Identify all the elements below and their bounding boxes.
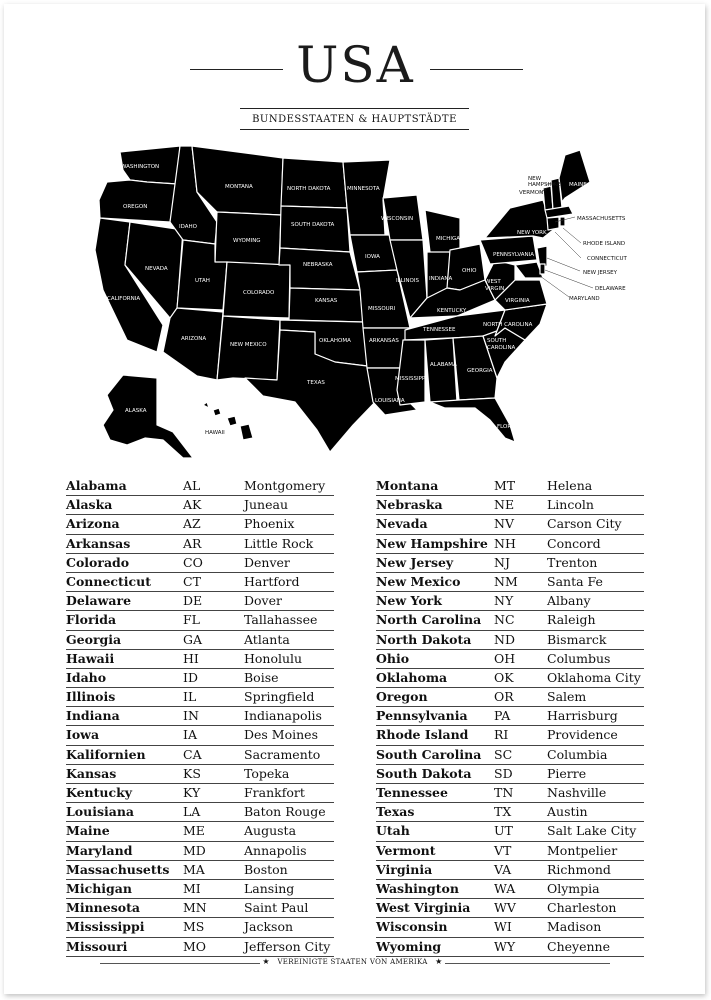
- state-capital: Atlanta: [244, 631, 290, 647]
- table-row: [376, 573, 644, 592]
- state-name: New Jersey: [376, 554, 454, 570]
- table-row: [66, 803, 334, 822]
- state-abbreviation: MO: [183, 938, 207, 954]
- footer-rule-right: [445, 963, 610, 964]
- state-abbreviation: WA: [494, 880, 516, 896]
- state-capital: Helena: [547, 478, 593, 493]
- state-delaware: [540, 264, 545, 274]
- table-row: [376, 554, 644, 573]
- state-capital: Little Rock: [244, 535, 314, 551]
- table-row: [376, 515, 644, 534]
- state-capital: Harrisburg: [547, 708, 618, 724]
- state-capital: Topeka: [244, 765, 290, 781]
- state-capital: Montgomery: [244, 478, 326, 493]
- state-abbreviation: OK: [494, 669, 514, 685]
- table-row: [66, 765, 334, 784]
- state-pennsylvania: [480, 236, 537, 264]
- map-label-arkansas: ARKANSAS: [369, 338, 399, 344]
- state-alabama: [425, 338, 457, 402]
- state-name: Missouri: [66, 938, 128, 954]
- state-name: Alabama: [66, 478, 127, 493]
- state-capital: Olympia: [547, 880, 600, 896]
- state-name: Delaware: [66, 593, 132, 609]
- state-capital: Oklahoma City: [547, 669, 641, 685]
- state-abbreviation: IA: [183, 727, 197, 743]
- state-abbreviation: WI: [494, 919, 512, 935]
- table-row: [66, 899, 334, 918]
- state-capital: Boston: [244, 861, 288, 877]
- usa-map: [85, 140, 645, 470]
- map-label-wyoming: WYOMING: [233, 238, 261, 244]
- table-row: [376, 611, 644, 630]
- state-name: New Mexico: [376, 573, 461, 589]
- map-label-south-carolina-2: CAROLINA: [487, 345, 516, 351]
- state-capital: Salem: [547, 689, 587, 705]
- state-capital: Lincoln: [547, 497, 594, 513]
- table-row: [376, 496, 644, 515]
- state-name: Kalifornien: [66, 746, 146, 762]
- state-abbreviation: NM: [494, 573, 518, 589]
- state-name: Colorado: [66, 554, 130, 570]
- table-row: [66, 688, 334, 707]
- map-label-idaho: IDAHO: [179, 224, 197, 230]
- state-capital: Augusta: [244, 823, 297, 839]
- star-icon: ★: [262, 957, 270, 966]
- map-label-arizona: ARIZONA: [181, 336, 207, 342]
- state-abbreviation: MN: [183, 900, 207, 916]
- state-name: Illinois: [66, 689, 116, 705]
- state-name: Rhode Island: [376, 727, 469, 743]
- footer-text-block: [260, 957, 445, 966]
- map-label-michigan: MICHIGAN: [436, 236, 465, 242]
- footer-rule-left: [100, 963, 260, 964]
- usa-map-svg: [85, 140, 645, 470]
- state-capital: Columbia: [547, 746, 608, 762]
- table-row: [66, 669, 334, 688]
- map-label-connecticut: CONNECTICUT: [587, 256, 627, 262]
- state-abbreviation: SC: [494, 746, 513, 762]
- states-table-right: [376, 477, 644, 957]
- map-label-montana: MONTANA: [225, 184, 253, 190]
- map-label-massachusetts: MASSACHUSETTS: [577, 216, 626, 222]
- table-row: [376, 861, 644, 880]
- state-name: Washington: [376, 880, 459, 896]
- map-label-mississippi: MISSISSIPPI: [395, 376, 427, 382]
- state-capital: Charleston: [547, 900, 617, 916]
- map-label-south-carolina: SOUTH: [487, 338, 507, 344]
- state-name: Oregon: [376, 689, 428, 705]
- state-name: North Dakota: [376, 631, 472, 647]
- map-label-utah: UTAH: [195, 278, 210, 284]
- map-label-kentucky: KENTUCKY: [437, 308, 467, 314]
- footer-text: VEREINIGTE STAATEN VON AMERIKA: [277, 958, 428, 966]
- state-abbreviation: IL: [183, 689, 197, 705]
- state-abbreviation: MS: [183, 919, 205, 935]
- state-capital: Madison: [547, 919, 602, 935]
- state-abbreviation: LA: [183, 804, 201, 820]
- state-capital: Providence: [547, 727, 618, 743]
- state-abbreviation: ID: [183, 669, 198, 685]
- state-arizona: [163, 308, 223, 380]
- state-capital: Juneau: [244, 497, 289, 513]
- star-icon: ★: [435, 957, 443, 966]
- map-label-ohio: OHIO: [462, 268, 477, 274]
- state-name: Connecticut: [66, 573, 152, 589]
- table-row: [66, 611, 334, 630]
- state-capital: Columbus: [547, 650, 611, 666]
- table-row: [66, 938, 334, 957]
- state-north-dakota: [281, 158, 347, 208]
- state-name: Arizona: [66, 516, 120, 532]
- state-abbreviation: PA: [494, 708, 511, 724]
- map-label-new-mexico: NEW MEXICO: [230, 342, 267, 348]
- state-capital: Hartford: [244, 573, 300, 589]
- table-row: [376, 631, 644, 650]
- state-name: North Carolina: [376, 612, 482, 628]
- map-label-west-virginia: WEST: [485, 279, 501, 285]
- state-name: Minnesota: [66, 900, 140, 916]
- page-title: USA: [296, 36, 415, 94]
- state-abbreviation: NY: [494, 593, 514, 609]
- table-row: [66, 918, 334, 937]
- footer: [100, 957, 610, 969]
- state-abbreviation: AL: [183, 478, 201, 493]
- state-abbreviation: NE: [494, 497, 515, 513]
- state-abbreviation: WY: [494, 938, 516, 954]
- state-capital: Austin: [547, 804, 588, 820]
- table-row: [66, 880, 334, 899]
- state-name: Nevada: [376, 516, 428, 532]
- state-abbreviation: OR: [494, 689, 514, 705]
- map-label-hawaii: HAWAII: [205, 430, 225, 436]
- table-row: [376, 822, 644, 841]
- state-abbreviation: MT: [494, 478, 516, 493]
- state-name: Hawaii: [66, 650, 115, 666]
- state-capital: Dover: [244, 593, 282, 609]
- table-row: [376, 880, 644, 899]
- map-label-nevada: NEVADA: [145, 266, 168, 272]
- map-label-new-jersey: NEW JERSEY: [583, 270, 618, 276]
- map-label-rhode-island: RHODE ISLAND: [583, 241, 626, 247]
- title-rule-right: [430, 69, 523, 70]
- state-new-mexico: [217, 316, 280, 380]
- state-alaska: [103, 375, 193, 458]
- map-label-tennessee: TENNESSEE: [423, 327, 456, 333]
- state-capital: Carson City: [547, 516, 622, 532]
- state-abbreviation: MD: [183, 842, 206, 858]
- map-label-alaska: ALASKA: [125, 408, 147, 414]
- subtitle-rule-bottom: [240, 129, 469, 130]
- map-label-georgia: GEORGIA: [467, 368, 493, 374]
- table-row: [66, 515, 334, 534]
- map-label-missouri: MISSOURI: [368, 306, 396, 312]
- map-label-kansas: KANSAS: [315, 298, 338, 304]
- state-name: Michigan: [66, 880, 132, 896]
- state-abbreviation: TN: [494, 785, 514, 800]
- map-label-oklahoma: OKLAHOMA: [319, 338, 351, 344]
- table-row: [66, 746, 334, 765]
- state-abbreviation: TX: [494, 804, 512, 820]
- state-capital: Concord: [547, 535, 601, 551]
- state-capital: Sacramento: [244, 746, 321, 762]
- map-label-nebraska: NEBRASKA: [303, 262, 333, 268]
- state-abbreviation: KS: [183, 765, 201, 781]
- table-row: [376, 784, 644, 803]
- state-abbreviation: FL: [183, 612, 200, 628]
- state-abbreviation: CA: [183, 746, 202, 762]
- state-capital: Saint Paul: [244, 900, 309, 916]
- map-label-maryland: MARYLAND: [569, 296, 600, 302]
- state-name: Utah: [376, 823, 410, 839]
- table-row: [66, 535, 334, 554]
- state-capital: Honolulu: [244, 650, 303, 666]
- table-row: [66, 573, 334, 592]
- table-row: [376, 938, 644, 957]
- table-row: [376, 726, 644, 745]
- state-name: West Virginia: [376, 900, 471, 916]
- state-name: South Dakota: [376, 765, 472, 781]
- state-capital: Phoenix: [244, 516, 295, 532]
- state-abbreviation: AK: [183, 497, 202, 513]
- state-abbreviation: AZ: [183, 516, 201, 532]
- state-capital: Jackson: [244, 919, 294, 935]
- map-label-north-carolina: NORTH CAROLINA: [483, 322, 533, 328]
- table-row: [66, 861, 334, 880]
- state-abbreviation: MA: [183, 861, 205, 877]
- state-name: Montana: [376, 478, 439, 493]
- map-label-wisconsin: WISCONSIN: [381, 216, 414, 222]
- map-label-florida: FLORIDA: [497, 424, 521, 430]
- state-capital: Annapolis: [244, 842, 307, 858]
- table-row: [66, 496, 334, 515]
- table-row: [376, 803, 644, 822]
- table-row: [376, 899, 644, 918]
- map-label-south-dakota: SOUTH DAKOTA: [291, 222, 335, 228]
- table-row: [66, 650, 334, 669]
- state-capital: Springfield: [244, 689, 315, 705]
- state-kansas: [289, 288, 363, 322]
- table-row: [376, 477, 644, 496]
- state-capital: Montpelier: [547, 842, 618, 858]
- table-row: [66, 822, 334, 841]
- table-row: [376, 669, 644, 688]
- state-abbreviation: CO: [183, 554, 203, 570]
- state-capital: Salt Lake City: [547, 823, 637, 839]
- state-abbreviation: OH: [494, 650, 516, 666]
- state-capital: Raleigh: [547, 612, 596, 628]
- state-capital: Nashville: [547, 785, 607, 800]
- table-row: [376, 688, 644, 707]
- state-rhode-island: [560, 217, 565, 226]
- map-label-virginia: VIRGINIA: [505, 298, 530, 304]
- state-capital: Frankfort: [244, 785, 305, 800]
- state-abbreviation: VA: [494, 861, 512, 877]
- state-nebraska: [279, 248, 360, 290]
- state-name: Louisiana: [66, 804, 135, 820]
- table-row: [376, 650, 644, 669]
- table-row: [66, 477, 334, 496]
- map-label-indiana: INDIANA: [429, 276, 453, 282]
- table-row: [66, 784, 334, 803]
- map-label-north-dakota: NORTH DAKOTA: [287, 186, 331, 192]
- title-row: [0, 36, 711, 106]
- table-row: [376, 746, 644, 765]
- map-label-alabama: ALABAMA: [430, 362, 457, 368]
- table-row: [66, 842, 334, 861]
- state-capital: Denver: [244, 554, 290, 570]
- state-abbreviation: AR: [183, 535, 202, 551]
- state-name: Vermont: [376, 842, 436, 858]
- subtitle-block: [240, 108, 469, 130]
- state-capital: Pierre: [547, 765, 587, 781]
- state-name: Maine: [66, 823, 110, 839]
- state-abbreviation: VT: [494, 842, 512, 858]
- state-name: Wyoming: [376, 938, 442, 954]
- state-capital: Albany: [547, 593, 591, 609]
- state-capital: Lansing: [244, 880, 295, 896]
- state-capital: Cheyenne: [547, 938, 610, 954]
- state-abbreviation: KY: [183, 785, 201, 800]
- map-label-california: CALIFORNIA: [107, 296, 141, 302]
- state-name: Ohio: [376, 650, 410, 666]
- table-row: [66, 707, 334, 726]
- table-row: [376, 842, 644, 861]
- state-name: Nebraska: [376, 497, 443, 513]
- state-abbreviation: NJ: [494, 554, 510, 570]
- map-label-maine: MAINE: [569, 182, 587, 188]
- state-abbreviation: MI: [183, 880, 201, 896]
- state-abbreviation: GA: [183, 631, 203, 647]
- state-abbreviation: NH: [494, 535, 516, 551]
- state-name: Florida: [66, 612, 117, 628]
- table-row: [376, 765, 644, 784]
- map-label-vermont: VERMONT: [519, 190, 547, 196]
- state-south-dakota: [280, 206, 350, 252]
- map-label-west-virginia-2: VIRGIN.: [485, 286, 506, 292]
- state-capital: Richmond: [547, 861, 611, 877]
- state-abbreviation: NC: [494, 612, 515, 628]
- map-label-minnesota: MINNESOTA: [347, 186, 380, 192]
- state-name: Georgia: [66, 631, 122, 647]
- state-capital: Baton Rouge: [244, 804, 326, 820]
- states-table-left: [66, 477, 334, 957]
- table-row: [66, 631, 334, 650]
- state-abbreviation: IN: [183, 708, 199, 724]
- state-name: South Carolina: [376, 746, 482, 762]
- state-michigan: [425, 210, 460, 255]
- map-label-iowa: IOWA: [365, 254, 380, 260]
- table-row: [66, 554, 334, 573]
- state-capital: Trenton: [547, 554, 598, 570]
- map-label-washington: WASHINGTON: [121, 164, 160, 170]
- state-capital: Bismarck: [547, 631, 607, 647]
- table-row: [66, 592, 334, 611]
- map-label-new-hampshire: NEW: [528, 176, 542, 182]
- map-label-colorado: COLORADO: [243, 290, 275, 296]
- state-name: Indiana: [66, 708, 120, 724]
- state-capital: Santa Fe: [547, 573, 603, 589]
- state-name: Idaho: [66, 669, 107, 685]
- state-abbreviation: DE: [183, 593, 203, 609]
- state-capital: Tallahassee: [244, 612, 318, 628]
- map-label-delaware: DELAWARE: [595, 286, 626, 292]
- table-row: [376, 707, 644, 726]
- state-name: New Hampshire: [376, 535, 488, 551]
- state-capital: Indianapolis: [244, 708, 322, 724]
- state-maine: [559, 150, 590, 202]
- state-name: Maryland: [66, 842, 133, 858]
- table-row: [66, 726, 334, 745]
- state-name: Kansas: [66, 765, 117, 781]
- state-abbreviation: ND: [494, 631, 515, 647]
- state-name: Texas: [376, 804, 415, 820]
- table-row: [376, 592, 644, 611]
- map-label-pennsylvania: PENNSYLVANIA: [493, 252, 535, 258]
- state-abbreviation: SD: [494, 765, 513, 781]
- state-name: Mississippi: [66, 919, 145, 935]
- map-label-new-hampshire-2: HAMPSHIRE: [528, 182, 561, 188]
- state-abbreviation: UT: [494, 823, 513, 839]
- state-name: Iowa: [66, 727, 100, 743]
- state-name: Alaska: [66, 497, 113, 513]
- state-florida: [430, 398, 515, 442]
- state-name: New York: [376, 593, 442, 609]
- state-name: Tennessee: [376, 785, 448, 800]
- map-label-illinois: ILLINOIS: [396, 278, 419, 284]
- map-label-oregon: OREGON: [123, 204, 148, 210]
- state-name: Kentucky: [66, 785, 133, 800]
- state-abbreviation: RI: [494, 727, 509, 743]
- state-name: Oklahoma: [376, 669, 448, 685]
- state-capital: Des Moines: [244, 727, 318, 743]
- state-abbreviation: NV: [494, 516, 514, 532]
- state-name: Arkansas: [66, 535, 131, 551]
- table-row: [376, 535, 644, 554]
- state-name: Massachusetts: [66, 861, 170, 877]
- state-connecticut: [547, 217, 559, 230]
- map-label-new-york: NEW YORK: [517, 230, 547, 236]
- map-label-louisiana: LOUISIANA: [375, 398, 405, 404]
- state-name: Pennsylvania: [376, 708, 468, 724]
- state-maryland: [515, 262, 543, 278]
- state-abbreviation: HI: [183, 650, 199, 666]
- state-name: Wisconsin: [376, 919, 448, 935]
- table-row: [376, 918, 644, 937]
- map-label-texas: TEXAS: [307, 380, 325, 386]
- subtitle: BUNDESSTAATEN & HAUPTSTÄDTE: [252, 114, 457, 125]
- state-name: Virginia: [376, 861, 433, 877]
- state-abbreviation: CT: [183, 573, 201, 589]
- state-capital: Boise: [244, 669, 279, 685]
- state-abbreviation: WV: [494, 900, 516, 916]
- state-capital: Jefferson City: [244, 938, 331, 954]
- state-abbreviation: ME: [183, 823, 205, 839]
- state-oregon: [99, 180, 177, 222]
